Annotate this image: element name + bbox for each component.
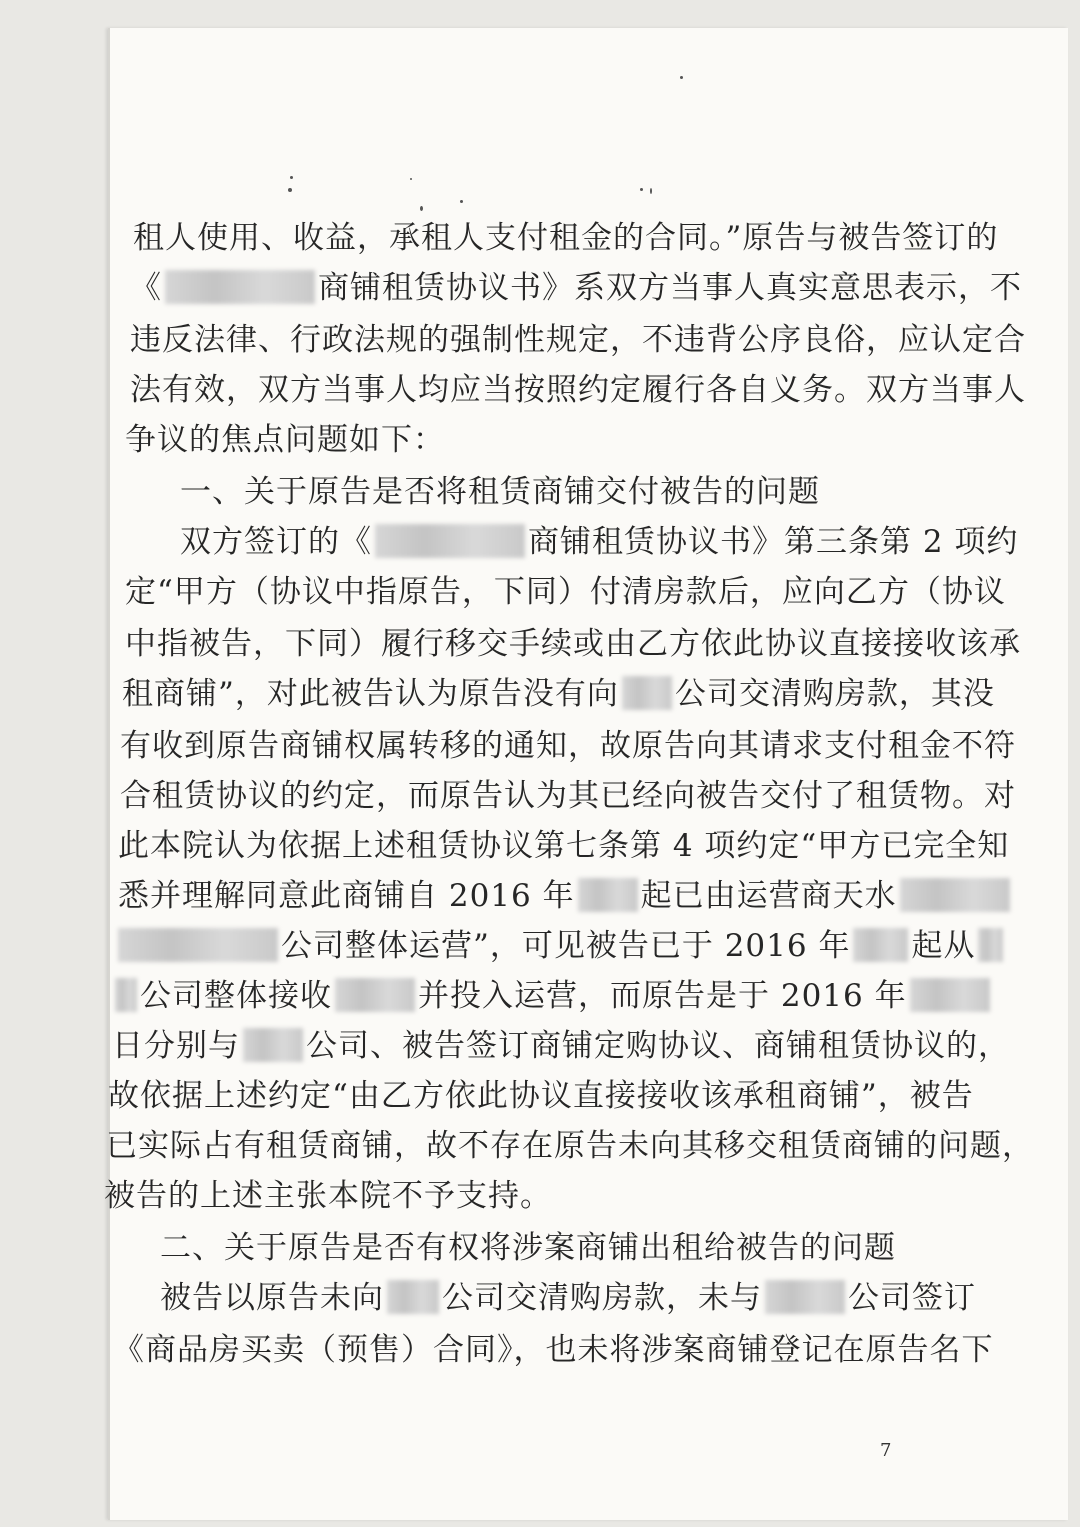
text-segment: 并投入运营，而原告是于 2016 年 [418, 978, 907, 1014]
text-line [120, 776, 1016, 816]
scan-speck [650, 188, 652, 194]
redaction-block [335, 978, 415, 1012]
redaction-block [375, 524, 525, 558]
text-line [125, 624, 1021, 664]
text-line [125, 572, 1006, 612]
scan-speck [680, 76, 683, 79]
text-segment: 租人使用、收益，承租人支付租金的合同。”原告与被告签订的 [133, 220, 999, 256]
text-line [130, 320, 1026, 360]
text-segment: 公司整体运营”，可见被告已于 2016 年 [281, 928, 851, 964]
text-line [180, 522, 1018, 562]
text-segment: 一、关于原告是否将租赁商铺交付被告的问题 [180, 474, 820, 510]
text-segment: 悉并理解同意此商铺自 2016 年 [118, 878, 575, 914]
redaction-block [118, 928, 278, 962]
text-segment: 商铺租赁协议书》第三条第 2 项约 [528, 524, 1019, 560]
text-segment: 《商品房买卖（预售）合同》，也未将涉案商铺登记在原告名下 [113, 1332, 994, 1368]
redaction-block [910, 978, 990, 1012]
text-line [106, 1126, 1034, 1166]
text-segment: 起已由运营商天水 [640, 878, 897, 914]
redaction-block [853, 928, 908, 962]
text-line [125, 420, 445, 460]
text-segment: 二、关于原告是否有权将涉案商铺出租给被告的问题 [160, 1230, 896, 1266]
text-line [180, 472, 820, 512]
text-line [160, 1278, 976, 1318]
text-segment: 法有效，双方当事人均应当按照约定履行各自义务。双方当事人 [130, 372, 1026, 408]
text-line [118, 826, 1009, 866]
text-segment: 争议的焦点问题如下： [125, 422, 445, 458]
scan-speck [640, 188, 643, 191]
text-line [104, 1176, 552, 1216]
redaction-block [387, 1280, 439, 1314]
redaction-block [622, 676, 672, 710]
scan-speck [290, 176, 293, 179]
text-segment: 被告的上述主张本院不予支持。 [104, 1178, 552, 1214]
text-segment: 公司整体接收 [140, 978, 332, 1014]
page-number: 7 [880, 1440, 892, 1461]
text-segment: 公司交清购房款，未与 [442, 1280, 762, 1316]
text-line [130, 370, 1026, 410]
scan-speck [460, 200, 463, 203]
text-segment: 违反法律、行政法规的强制性规定，不违背公序良俗，应认定合 [130, 322, 1026, 358]
text-line [160, 1228, 896, 1268]
text-segment: 中指被告，下同）履行移交手续或由乙方依此协议直接接收该承 [125, 626, 1021, 662]
text-line [113, 1330, 994, 1370]
text-line [133, 218, 998, 258]
text-segment: 起从 [911, 928, 976, 964]
text-segment: 公司交清购房款，其没 [674, 676, 995, 712]
text-line [130, 268, 1022, 308]
scan-speck [410, 178, 412, 180]
text-line [112, 976, 993, 1016]
text-segment: 公司、被告签订商铺定购协议、商铺租赁协议的， [306, 1028, 1010, 1064]
text-line [115, 926, 1006, 966]
text-segment: 定“甲方（协议中指原告，下同）付清房款后，应向乙方（协议 [125, 574, 1006, 610]
redaction-block [578, 878, 638, 912]
text-segment: 商铺租赁协议书》系双方当事人真实意思表示，不 [318, 270, 1022, 306]
scan-speck [420, 206, 423, 211]
text-segment: 已实际占有租赁商铺，故不存在原告未向其移交租赁商铺的问题， [106, 1128, 1034, 1164]
redaction-block [165, 270, 315, 304]
text-segment: 租商铺”，对此被告认为原告没有向 [122, 676, 619, 712]
text-segment: 日分别与 [112, 1028, 240, 1064]
text-line [112, 1026, 1010, 1066]
text-line [120, 726, 1016, 766]
redaction-block [115, 978, 137, 1012]
text-segment: 合租赁协议的约定，而原告认为其已经向被告交付了租赁物。对 [120, 778, 1016, 814]
text-line [122, 674, 995, 714]
scan-speck [288, 188, 292, 192]
text-line [108, 1076, 974, 1116]
text-segment: 有收到原告商铺权属转移的通知，故原告向其请求支付租金不符 [120, 728, 1016, 764]
text-segment: 此本院认为依据上述租赁协议第七条第 4 项约定“甲方已完全知 [118, 828, 1010, 864]
text-segment: 公司签订 [848, 1280, 976, 1316]
redaction-block [978, 928, 1003, 962]
redaction-block [243, 1028, 303, 1062]
text-segment: 双方签订的《 [180, 524, 372, 560]
text-segment: 《 [130, 270, 162, 306]
text-line [118, 876, 1013, 916]
text-segment: 故依据上述约定“由乙方依此协议直接接收该承租商铺”，被告 [108, 1078, 974, 1114]
redaction-block [900, 878, 1010, 912]
text-segment: 被告以原告未向 [160, 1280, 384, 1316]
redaction-block [765, 1280, 845, 1314]
